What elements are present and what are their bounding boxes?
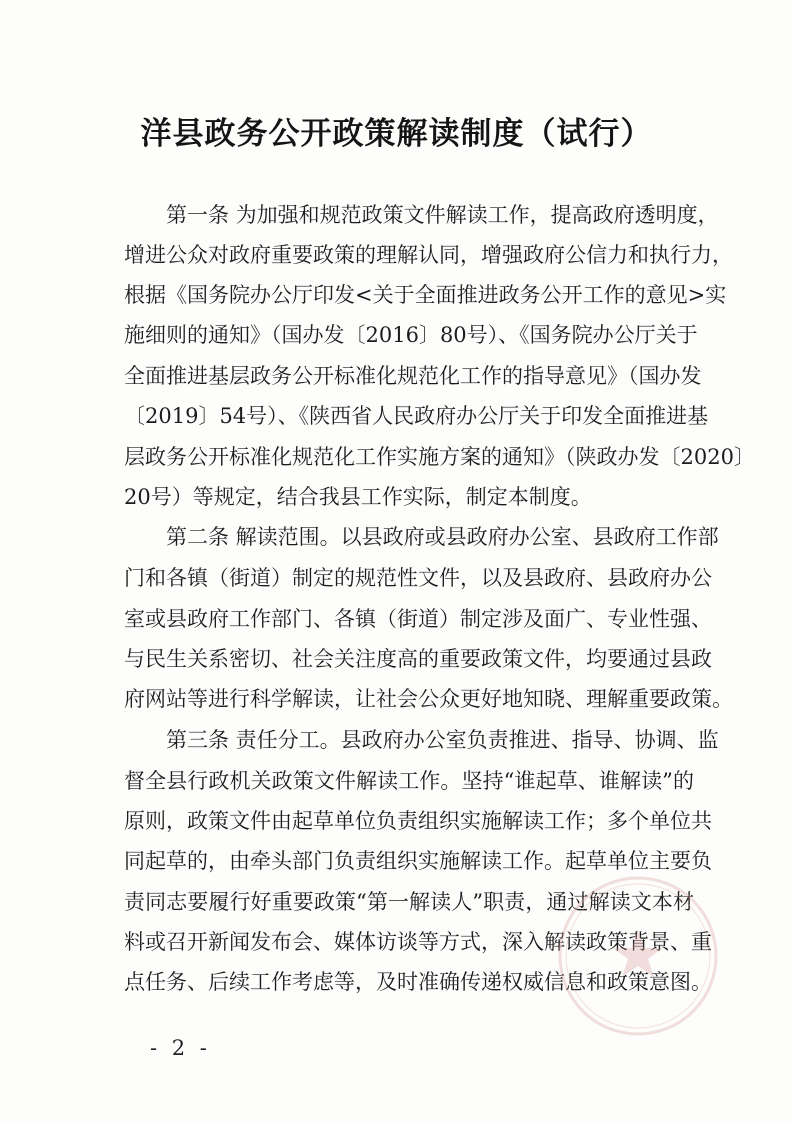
page-number: - 2 - <box>150 1036 211 1060</box>
paragraph-3-line-7: 点任务、后续工作考虑等，及时准确传递权威信息和政策意图。 <box>124 970 712 994</box>
paragraph-2-line-1: 第二条 解读范围。以县政府或县政府办公室、县政府工作部 <box>166 525 719 549</box>
paragraph-3-line-1: 第三条 责任分工。县政府办公室负责推进、指导、协调、监 <box>166 728 719 752</box>
paragraph-3-line-4: 同起草的，由牵头部门负责组织实施解读工作。起草单位主要负 <box>124 849 712 873</box>
paragraph-1-line-4: 施细则的通知》（国办发〔2016〕80号）、《国务院办公厅关于 <box>124 323 698 347</box>
paragraph-1-line-5: 全面推进基层政务公开标准化规范化工作的指导意见》（国办发 <box>124 364 702 388</box>
paragraph-3-line-3: 原则，政策文件由起草单位负责组织实施解读工作；多个单位共 <box>124 809 712 833</box>
paragraph-2-line-5: 府网站等进行科学解读，让社会公众更好地知晓、理解重要政策。 <box>124 687 733 711</box>
paragraph-2-line-3: 室或县政府工作部门、各镇（街道）制定涉及面广、专业性强、 <box>124 607 712 631</box>
paragraph-1-line-6: 〔2019〕54号）、《陕西省人民政府办公厅关于印发全面推进基 <box>124 404 709 428</box>
paragraph-3-line-6: 料或召开新闻发布会、媒体访谈等方式，深入解读政策背景、重 <box>124 930 712 954</box>
paragraph-3-line-2: 督全县行政机关政策文件解读工作。坚持“谁起草、谁解读”的 <box>124 769 694 793</box>
paragraph-1-line-8: 20号）等规定，结合我县工作实际，制定本制度。 <box>124 485 592 509</box>
paragraph-3-line-5: 责同志要履行好重要政策“第一解读人”职责，通过解读文本材 <box>124 890 694 914</box>
document-title: 洋县政务公开政策解读制度（试行） <box>140 116 653 152</box>
paragraph-1-line-3: 根据《国务院办公厅印发<关于全面推进政务公开工作的意见>实 <box>124 283 727 307</box>
paragraph-1-line-7: 层政务公开标准化规范化工作实施方案的通知》（陕政办发〔2020〕 <box>124 445 755 469</box>
paragraph-2-line-2: 门和各镇（街道）制定的规范性文件，以及县政府、县政府办公 <box>124 566 712 590</box>
paragraph-2-line-4: 与民生关系密切、社会关注度高的重要政策文件，均要通过县政 <box>124 647 712 671</box>
paragraph-1-line-1: 第一条 为加强和规范政策文件解读工作，提高政府透明度， <box>166 203 719 227</box>
paragraph-1-line-2: 增进公众对政府重要政策的理解认同，增强政府公信力和执行力， <box>124 243 733 267</box>
